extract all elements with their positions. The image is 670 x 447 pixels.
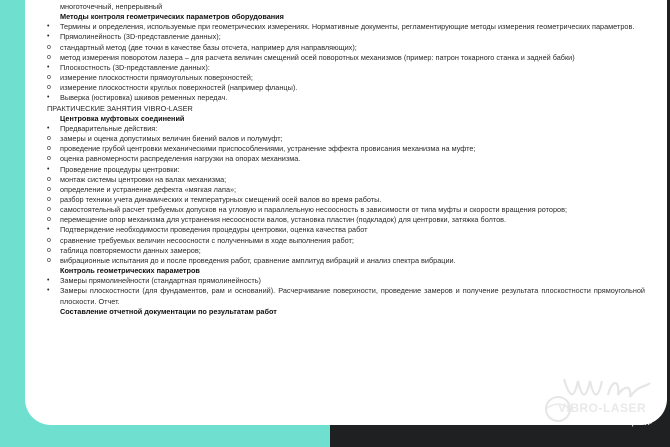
list-item: [47, 63, 645, 73]
list-item: [47, 43, 645, 53]
list-item: [47, 236, 645, 246]
line-text: Подтверждение необходимости проведения процедуры центровки, оценка качества работ: [60, 225, 368, 235]
list-item: [47, 195, 645, 205]
bullet-icon: •: [47, 63, 50, 71]
line-text: метод измерения поворотом лазера – для расчета величин смещений осей поворотных механизмов (пример: патрон токарного станка и задней бабки): [60, 52, 575, 62]
document-card: [25, 0, 667, 425]
list-item: [47, 134, 645, 144]
bullet-icon: •: [47, 287, 50, 295]
line-text: Плоскостность (3D-представление данных):: [60, 62, 210, 72]
list-item: [47, 175, 645, 185]
circle-bullet-icon: o: [47, 246, 51, 254]
section-heading: [47, 266, 645, 276]
list-item: [47, 124, 645, 134]
logo-brand-text: VIBRO-LASER: [558, 401, 647, 415]
line-text: Замеры прямолинейности (стандартная прямолинейность): [60, 276, 261, 286]
list-item: [47, 73, 645, 83]
line-text: ПРАКТИЧЕСКИЕ ЗАНЯТИЯ VIBRO-LASER: [47, 103, 193, 113]
circle-bullet-icon: o: [47, 185, 51, 193]
line-text: разбор техники учета динамических и температурных смещений осей валов во время работы.: [60, 194, 382, 204]
section-heading: [47, 114, 645, 124]
circle-bullet-icon: o: [47, 155, 51, 163]
list-item: [47, 185, 645, 195]
circle-bullet-icon: o: [47, 256, 51, 264]
document-text: [47, 2, 645, 317]
bullet-icon: •: [47, 94, 50, 102]
list-item: [47, 205, 645, 215]
list-item: [47, 256, 645, 266]
circle-bullet-icon: o: [47, 216, 51, 224]
line-text: вибрационные испытания до и после проведения работ, сравнение амплитуд вибраций и анализ спектра вибрации.: [60, 255, 456, 265]
circle-bullet-icon: o: [47, 175, 51, 183]
line-text: самостоятельный расчет требуемых допусков на угловую и параллельную несоосность в зависимости от типа муфты и скорости вращения роторов;: [60, 205, 568, 215]
line-text: Проведение процедуры центровки:: [60, 164, 180, 174]
circle-bullet-icon: o: [47, 53, 51, 61]
list-item: [47, 144, 645, 154]
list-item: [47, 32, 645, 42]
circle-bullet-icon: o: [47, 43, 51, 51]
line-text: Составление отчетной документации по результатам работ: [60, 306, 277, 316]
list-item: [47, 215, 645, 225]
bullet-icon: •: [47, 124, 50, 132]
line-text: Выверка (юстировка) шкивов ременных передач.: [60, 93, 228, 103]
line-text: оценка равномерности распределения нагрузки на опорах механизма.: [60, 154, 301, 164]
list-item: [47, 246, 645, 256]
list-item: [47, 93, 645, 103]
bullet-icon: •: [47, 277, 50, 285]
list-item: [47, 225, 645, 235]
line-text: Термины и определения, используемые при геометрических измерениях. Нормативные документы, регламентирующие методы измерения геометрических параметров.: [60, 22, 635, 32]
line-text: таблица повторяемости данных замеров;: [60, 245, 201, 255]
line-text: Контроль геометрических параметров: [60, 266, 200, 276]
line-text: Прямолинейность (3D-представление данных);: [60, 32, 221, 42]
line-text: монтаж системы центровки на валах механизма;: [60, 174, 227, 184]
bullet-icon: •: [47, 33, 50, 41]
line-text: измерение плоскостности круглых поверхностей (например фланцы).: [60, 83, 298, 93]
logo-tagline: УЧЕБНЫЙ ЦЕНТР: [590, 420, 653, 427]
bullet-icon: •: [47, 226, 50, 234]
circle-bullet-icon: o: [47, 135, 51, 143]
list-item: [47, 276, 645, 286]
line-text: Предварительные действия:: [60, 123, 158, 133]
line-text: перемещение опор механизма для устранения несоосности валов, установка пластин (подкладок) для центровки, затяжка болтов.: [60, 215, 507, 225]
line-text: определение и устранение дефекта «мягкая лапа»;: [60, 184, 237, 194]
line-text: Замеры плоскостности (для фундаментов, рам и оснований). Расчерчивание поверхности, проведение замеров и получение результата плоскостности прямоугольной плоскости. Отчет.: [60, 286, 645, 306]
list-item: [47, 53, 645, 63]
section-heading: [47, 12, 645, 22]
training-center-logo: [528, 369, 658, 439]
line-text: замеры и оценка допустимых величин биений валов и полумуфт;: [60, 134, 283, 144]
circle-bullet-icon: o: [47, 236, 51, 244]
circle-bullet-icon: o: [47, 74, 51, 82]
bullet-icon: •: [47, 23, 50, 31]
list-item: [47, 165, 645, 175]
line-text: проведение грубой центровки механическими приспособлениями, устранение эффекта провисания механизма на муфте;: [60, 144, 476, 154]
list-item: [47, 286, 645, 306]
list-item: [47, 83, 645, 93]
bullet-icon: •: [47, 165, 50, 173]
circle-bullet-icon: o: [47, 195, 51, 203]
line-text: Методы контроля геометрических параметров оборудования: [60, 12, 284, 22]
list-item: [47, 22, 645, 32]
line-text: сравнение требуемых величин несоосности с полученными в ходе выполнения работ;: [60, 235, 354, 245]
list-item: [47, 154, 645, 164]
line-text: Центровка муфтовых соединений: [60, 113, 185, 123]
line-text: измерение плоскостности прямоугольных поверхностей;: [60, 73, 253, 83]
circle-bullet-icon: o: [47, 84, 51, 92]
line-text: многоточечный, непрерывный: [60, 2, 163, 11]
circle-bullet-icon: o: [47, 145, 51, 153]
text-line: [47, 104, 645, 114]
text-line: [47, 2, 645, 12]
section-heading: [47, 307, 645, 317]
circle-bullet-icon: o: [47, 206, 51, 214]
line-text: стандартный метод (две точки в качестве базы отсчета, например для направляющих);: [60, 42, 357, 52]
